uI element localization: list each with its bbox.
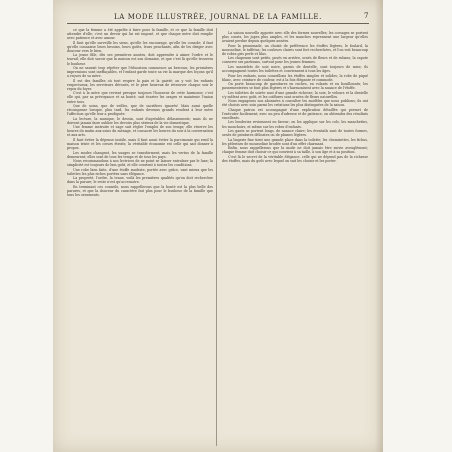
paragraph: La saison nouvelle apporte avec elle des formes nouvelles; les corsages se portent plus courts, les jupes plus amples, et les manches reprennent une largeur qu'elles avaient perdue depuis quelques années. bbox=[222, 31, 368, 44]
paragraph: Les toilettes de soirée sont d'une grande richesse; la soie, le velours et la dentelle s'y mêlent avec goût, et les coiffures sont ornées de fleurs naturelles. bbox=[222, 90, 368, 99]
left-column bbox=[67, 28, 213, 446]
header-rule bbox=[67, 23, 369, 24]
paragraph: Pour les enfants, nous conseillons les étoffes simples et solides; la robe de piqué blanc, avec ceinture de couleur, est à la fois élégante et commode. bbox=[222, 73, 368, 82]
paragraph: Il faut éviter la dépense inutile, mais il faut aussi éviter la parcimonie qui rend la maison triste et les cœurs étroits; la véritable économie est celle qui sait donner à propos. bbox=[67, 137, 213, 151]
paragraph: La lingerie fine tient une grande place dans la toilette; les chemisettes, les fichus, les pèlerines de mousseline brodée sont d'un effet charmant. bbox=[222, 137, 368, 146]
page-number: 7 bbox=[363, 12, 369, 20]
paragraph: Il est des familles où tout respire la paix et la gaieté; on y voit les enfants respectueux, les serviteurs dévoués, et le père heureux de retrouver chaque soir le repos du foyer. bbox=[67, 78, 213, 91]
paragraph: La propreté, l'ordre, la tenue, voilà les premières qualités qu'on doit rechercher dans la parure; le reste n'est qu'accessoire. bbox=[67, 176, 213, 185]
paragraph: Les broderies reviennent en faveur; on les applique sur les cols, les manchettes, les mouchoirs, et même sur les robes d'enfants. bbox=[222, 120, 368, 129]
paragraph: Une femme instruite et sage sait régler l'emploi de son temps; elle réserve les heures du matin aux soins du ménage, et consacre les heures du soir à la conversation et aux arts. bbox=[67, 125, 213, 138]
paragraph: Les modes changent, les usages se transforment, mais les vertus de la famille demeurent; elles sont de tous les temps et de tous les pays. bbox=[67, 150, 213, 159]
column-divider bbox=[216, 28, 217, 446]
paragraph: Les gants se portent longs, de nuance claire; les éventails sont de toutes formes, ornés de peintures délicates ou de plumes légères. bbox=[222, 129, 368, 138]
paragraph: Nous engageons nos abonnées à consulter les modèles que nous publions; ils ont été choisis avec soin parmi les créations les plus distinguées de la saison. bbox=[222, 99, 368, 108]
paragraph: C'est à la mère que revient presque toujours l'honneur de cette harmonie; c'est elle qui, par sa prévoyance et sa bonté, sait écarter les orages et maintenir l'union entre tous. bbox=[67, 91, 213, 104]
paragraph: ce que la femme a été appelée à faire pour la famille, et ce que la famille doit attendre d'elle; c'est un devoir qui lui est imposé, et que chaque mère doit remplir avec patience et avec amour. bbox=[67, 28, 213, 41]
right-column bbox=[222, 28, 368, 446]
paragraph: Que de soins, que de veilles, que de sacrifices ignorés! Mais aussi quelle récompense lorsque, plus tard, les enfants devenus grands rendent à leur mère l'affection qu'elle leur a prodiguée. bbox=[67, 104, 213, 117]
paragraph: Une robe bien faite, d'une étoffe modeste, portée avec grâce, vaut mieux que les toilettes les plus riches portées sans élégance. bbox=[67, 167, 213, 176]
paragraph: La lecture, la musique, le dessin, sont d'agréables délassements; mais ils ne doivent jamais faire oublier les devoirs plus sérieux de la vie domestique. bbox=[67, 116, 213, 125]
paragraph: Nous recommandons à nos lectrices de ne point se laisser entraîner par le luxe; la simplicité est toujours de bon goût, et elle convient à toutes les conditions. bbox=[67, 159, 213, 168]
paragraph: On ne saurait trop répéter que l'éducation commence au berceau; les premières impressions sont ineffaçables, et l'enfant garde toute sa vie la marque des leçons qu'il a reçues de sa mère. bbox=[67, 66, 213, 79]
paragraph: Les chapeaux sont petits, posés en arrière, ornés de fleurs et de rubans; la capote conserve ses partisans, surtout pour les jeunes femmes. bbox=[222, 56, 368, 65]
page-header bbox=[67, 12, 369, 22]
paragraph: Les mantelets de soie noire, garnis de dentelle, sont toujours de mise; ils accompagnent toutes les toilettes et conviennent à tous les âges. bbox=[222, 64, 368, 74]
paragraph: Il faut qu'elle surveille les siens, qu'elle les encourage, qu'elle les console; il faut qu'elle connaisse leurs besoins, leurs goûts, leurs penchants, afin de les diriger avec douceur vers le bien. bbox=[67, 40, 213, 53]
journal-title: LA MODE ILLUSTRÉE, JOURNAL DE LA FAMILLE. bbox=[114, 13, 322, 21]
paragraph: En terminant ces conseils, nous rappellerons que la bonté est la plus belle des parures, et que la douceur du caractère fait plus pour le bonheur de la famille que tous les ornements. bbox=[67, 184, 213, 198]
paragraph: Pour la promenade, on choisit de préférence les étoffes légères, le foulard, la mousseline, le taffetas; les couleurs claires sont fort recherchées, et l'on voit beaucoup de robes gris perle et lilas. bbox=[222, 43, 368, 56]
paragraph: Chaque patron est accompagné d'une explication détaillée qui permet de l'exécuter facilement; avec un peu d'adresse et de patience, on obtiendra des résultats excellents. bbox=[222, 107, 368, 120]
paragraph: On porte beaucoup de garnitures en ruches, en volants et en bouillonnés; les passementeries se font plus légères et s'harmonisent avec la nuance de l'étoffe. bbox=[222, 82, 368, 91]
paragraph: La jeune fille, dès ses premières années, doit apprendre à aimer l'ordre et le travail; elle doit savoir que la maison est son domaine, et que c'est là qu'elle trouvera le bonheur. bbox=[67, 53, 213, 66]
paragraph: Enfin, nous rappellerons que la mode ne doit jamais être suivie aveuglément; chaque femme doit choisir ce qui convient à sa taille, à son âge et à sa position. bbox=[222, 146, 368, 155]
paragraph: C'est là le secret de la véritable élégance, celle qui ne dépend pas de la richesse des étoffes, mais du goût avec lequel on sait les choisir et les porter. bbox=[222, 154, 368, 163]
newspaper-page bbox=[53, 0, 383, 452]
